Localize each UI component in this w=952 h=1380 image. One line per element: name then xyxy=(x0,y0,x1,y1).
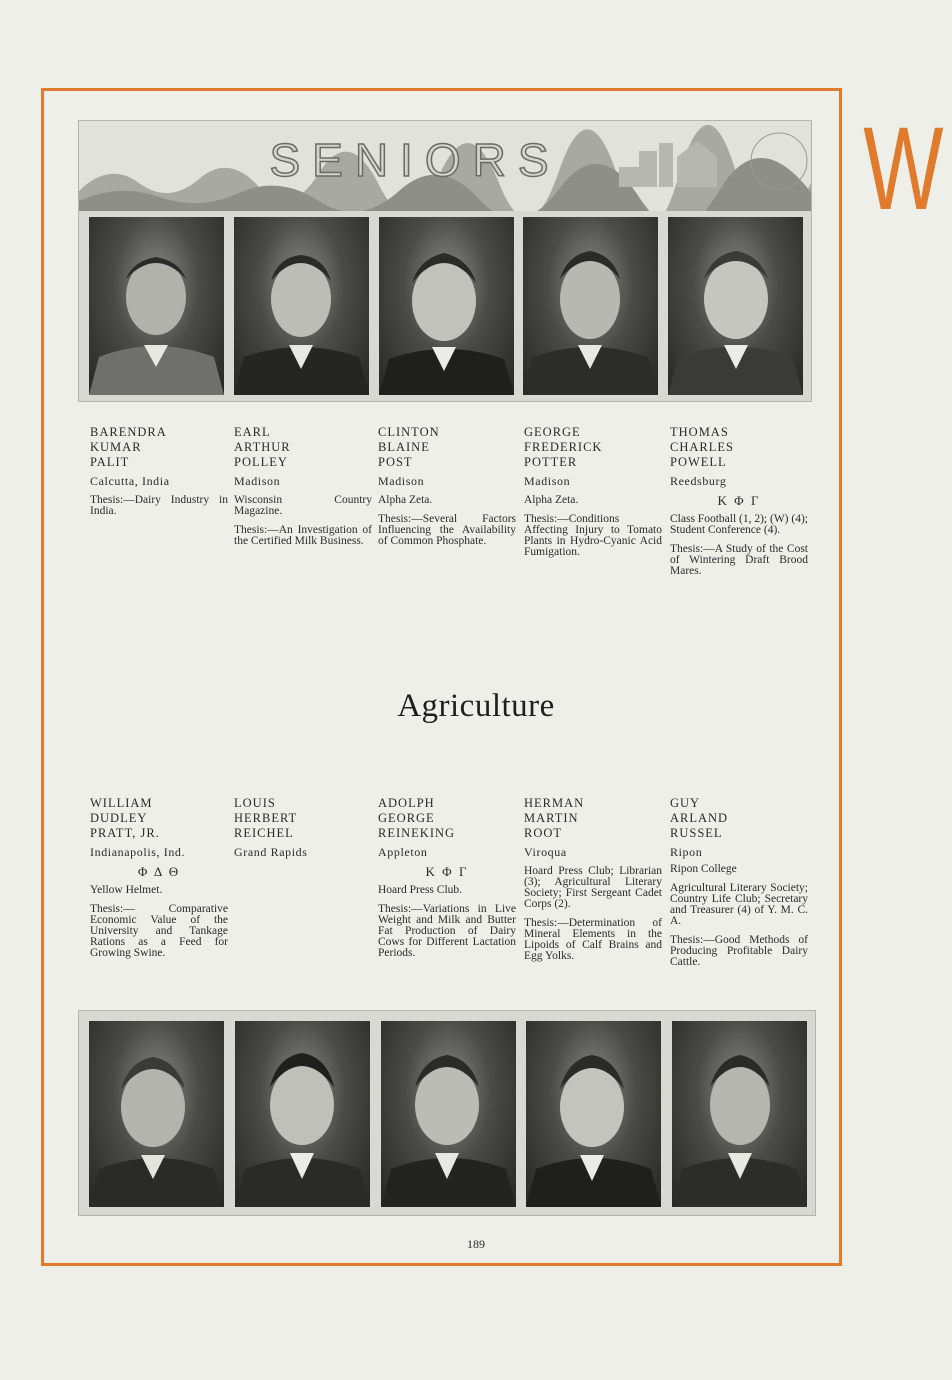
portrait-photo xyxy=(89,217,224,395)
portrait-photo xyxy=(235,1021,370,1207)
portrait-photo xyxy=(381,1021,516,1207)
senior-entry xyxy=(670,425,808,577)
senior-detail: Thesis:—Determination of Mineral Elements in the Lipoids of Calf Brains and Egg Yolks. xyxy=(524,917,662,962)
senior-hometown: Madison xyxy=(378,474,425,488)
portrait-photo xyxy=(668,217,803,395)
page-number: 189 xyxy=(467,1237,485,1251)
senior-hometown: Reedsburg xyxy=(670,474,727,488)
senior-name: ADOLPH GEORGE REINEKING xyxy=(378,796,456,840)
senior-detail: Thesis:—An Investigation of the Certified Milk Business. xyxy=(234,524,372,547)
senior-detail: Hoard Press Club. xyxy=(378,884,463,896)
banner-illustration xyxy=(79,121,811,211)
senior-detail: Thesis:—A Study of the Cost of Wintering Draft Brood Mares. xyxy=(670,543,808,577)
senior-entry xyxy=(234,425,372,547)
portrait-photo xyxy=(379,217,514,395)
portrait-photo xyxy=(234,217,369,395)
senior-detail: Class Football (1, 2); (W) (4); Student Conference (4). xyxy=(670,513,808,536)
senior-name: WILLIAM DUDLEY PRATT, JR. xyxy=(90,796,160,840)
senior-entry xyxy=(670,796,808,968)
senior-detail: Yellow Helmet. xyxy=(90,884,163,896)
senior-hometown: Appleton xyxy=(378,845,428,859)
senior-hometown: Madison xyxy=(234,474,281,488)
senior-entry xyxy=(378,425,516,547)
side-tab-letter: W xyxy=(863,103,944,235)
senior-detail: Thesis:—Dairy Industry in India. xyxy=(90,494,228,517)
senior-name: EARL ARTHUR POLLEY xyxy=(234,425,291,469)
senior-hometown: Ripon xyxy=(670,845,703,859)
senior-detail: Agricultural Literary Society; Country Life Club; Secretary and Treasurer (4) of Y. M. C. A. xyxy=(670,882,808,927)
senior-detail: Alpha Zeta. xyxy=(378,494,433,506)
banner-title: SENIORS xyxy=(269,134,561,186)
bottom-portrait-row xyxy=(89,1021,807,1207)
senior-name: HERMAN MARTIN ROOT xyxy=(524,796,585,840)
top-portrait-row xyxy=(89,217,803,395)
portrait-photo xyxy=(523,217,658,395)
senior-detail: Thesis:—Good Methods of Producing Profitable Dairy Cattle. xyxy=(670,934,808,968)
senior-detail: Alpha Zeta. xyxy=(524,494,579,506)
senior-hometown: Calcutta, India xyxy=(90,474,170,488)
senior-entry xyxy=(90,425,228,517)
portrait-photo xyxy=(672,1021,807,1207)
senior-detail: Thesis:—Conditions Affecting Injury to Tomato Plants in Hydro-Cyanic Acid Fumigation. xyxy=(524,513,662,558)
seniors-banner xyxy=(78,120,812,402)
senior-detail: Wisconsin Country Magazine. xyxy=(234,494,372,517)
senior-hometown: Indianapolis, Ind. xyxy=(90,845,186,859)
senior-hometown: Grand Rapids xyxy=(234,845,308,859)
senior-name: CLINTON BLAINE POST xyxy=(378,425,440,469)
senior-name: LOUIS HERBERT REICHEL xyxy=(234,796,298,840)
senior-entry xyxy=(234,796,372,858)
portrait-photo xyxy=(526,1021,661,1207)
senior-entry xyxy=(90,796,228,959)
senior-entry xyxy=(378,796,516,959)
bottom-portrait-strip xyxy=(78,1010,816,1216)
senior-entry xyxy=(524,425,662,558)
senior-name: BARENDRA KUMAR PALIT xyxy=(90,425,167,469)
portrait-photo xyxy=(89,1021,224,1207)
senior-name: GEORGE FREDERICK POTTER xyxy=(524,425,603,469)
fraternity-letters: Κ Φ Γ xyxy=(425,864,469,879)
senior-detail: Thesis:— Comparative Economic Value of the University and Tankage Rations as a Feed for Growing Swine. xyxy=(90,903,228,959)
senior-name: THOMAS CHARLES POWELL xyxy=(670,425,734,469)
senior-entry xyxy=(524,796,662,962)
senior-detail: Hoard Press Club; Librarian (3); Agricultural Literary Society; First Sergeant Cadet Corps (2). xyxy=(524,865,662,910)
senior-name: GUY ARLAND RUSSEL xyxy=(670,796,729,840)
fraternity-letters: Φ Δ Θ xyxy=(137,864,181,879)
section-title: Agriculture xyxy=(397,688,555,724)
senior-detail: Thesis:—Variations in Live Weight and Milk and Butter Fat Production of Dairy Cows for Different Lactation Periods. xyxy=(378,903,516,959)
fraternity-letters: Κ Φ Γ xyxy=(717,493,761,508)
senior-hometown: Madison xyxy=(524,474,571,488)
senior-hometown: Viroqua xyxy=(524,845,567,859)
senior-detail: Ripon College xyxy=(670,863,737,875)
senior-detail: Thesis:—Several Factors Influencing the Availability of Common Phosphate. xyxy=(378,513,516,547)
